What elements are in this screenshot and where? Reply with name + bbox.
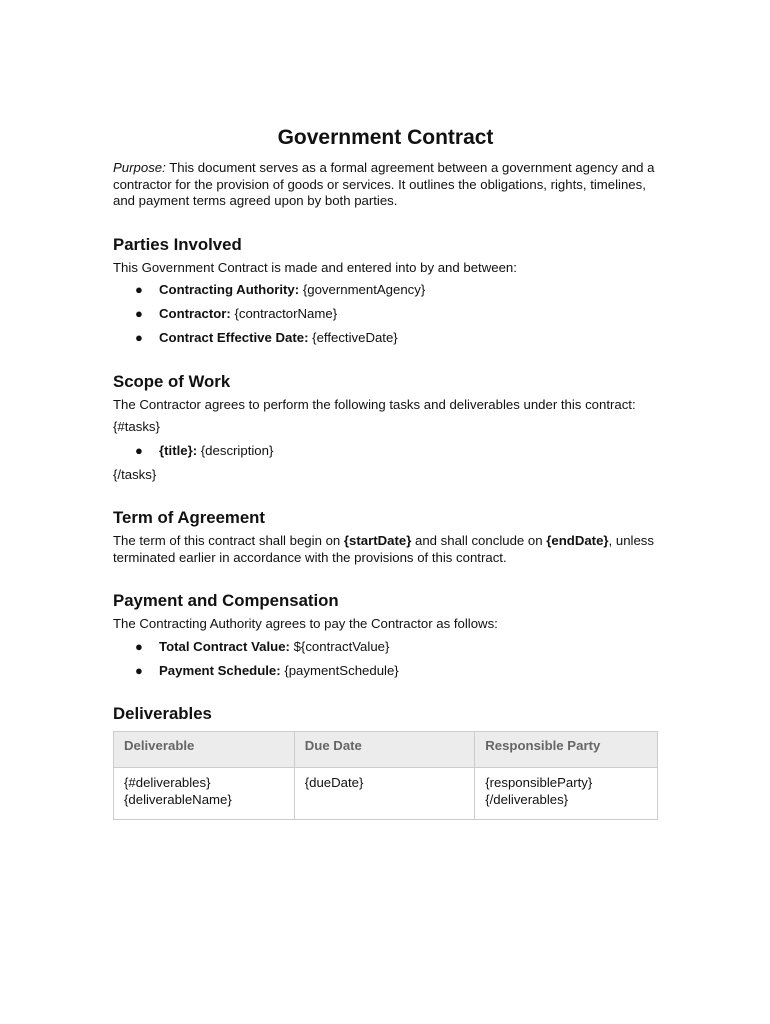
payment-heading: Payment and Compensation	[113, 591, 339, 610]
item-value: {effectiveDate}	[308, 330, 398, 345]
bullet-icon: ●	[135, 282, 143, 297]
purpose-text: This document serves as a formal agreement between a government agency and a contractor for the provision of goods or services. It outlines the obligations, rights, timelines, and payment terms agreed upon by both parties.	[113, 160, 655, 208]
list-item	[113, 639, 658, 656]
list-item	[113, 330, 658, 347]
scope-intro: The Contractor agrees to perform the following tasks and deliverables under this contract:	[113, 396, 636, 412]
tasks-list	[113, 443, 658, 460]
parties-heading: Parties Involved	[113, 234, 242, 254]
item-label: Contracting Authority:	[159, 282, 300, 297]
payment-list	[113, 639, 658, 680]
item-value: {paymentSchedule}	[280, 662, 399, 678]
scope-heading: Scope of Work	[113, 371, 231, 391]
item-label: Contract Effective Date:	[159, 330, 309, 345]
column-header: Responsible Party	[475, 732, 658, 768]
list-item	[113, 306, 658, 323]
table-header-row	[114, 732, 658, 768]
term-text: The term of this contract shall begin on	[113, 533, 344, 548]
term-text: , unless terminated earlier in accordance with the provisions of this contract.	[113, 533, 654, 565]
item-label: {title}:	[159, 442, 198, 458]
purpose-label: Purpose:	[113, 160, 166, 175]
list-item	[113, 663, 658, 680]
table-cell: {#deliverables}{deliverableName}	[114, 768, 295, 820]
table-cell: {responsibleParty}{/deliverables}	[475, 768, 658, 820]
end-date: {endDate}	[546, 533, 609, 548]
item-value: {contractorName}	[230, 306, 338, 321]
purpose-paragraph	[113, 160, 658, 210]
deliverables-table	[113, 731, 658, 820]
bullet-icon: ●	[135, 306, 143, 321]
parties-list	[113, 282, 658, 347]
document-title: Government Contract	[277, 126, 494, 149]
item-label: Payment Schedule:	[159, 662, 281, 678]
item-value: {description}	[197, 442, 274, 458]
term-paragraph	[113, 533, 658, 566]
item-value: ${contractValue}	[289, 638, 390, 654]
bullet-icon: ●	[135, 638, 143, 654]
bullet-icon: ●	[135, 330, 143, 345]
table-cell: {dueDate}	[294, 768, 475, 820]
item-label: Total Contract Value:	[159, 638, 290, 654]
deliverables-heading: Deliverables	[113, 704, 212, 723]
term-text: and shall conclude on	[411, 533, 547, 548]
item-label: Contractor:	[159, 306, 231, 321]
table-row	[114, 768, 658, 820]
tasks-loop-open: {#tasks}	[113, 419, 160, 434]
parties-intro: This Government Contract is made and entered into by and between:	[113, 259, 517, 275]
list-item	[113, 282, 658, 299]
item-value: {governmentAgency}	[299, 282, 426, 297]
term-heading: Term of Agreement	[113, 508, 265, 527]
contract-document	[113, 124, 658, 820]
list-item	[113, 443, 658, 460]
column-header: Due Date	[294, 732, 475, 768]
bullet-icon: ●	[135, 662, 143, 678]
payment-intro: The Contracting Authority agrees to pay the Contractor as follows:	[113, 616, 498, 631]
tasks-loop-close: {/tasks}	[113, 466, 157, 482]
bullet-icon: ●	[135, 442, 143, 458]
start-date: {startDate}	[343, 533, 412, 548]
column-header: Deliverable	[114, 732, 295, 768]
